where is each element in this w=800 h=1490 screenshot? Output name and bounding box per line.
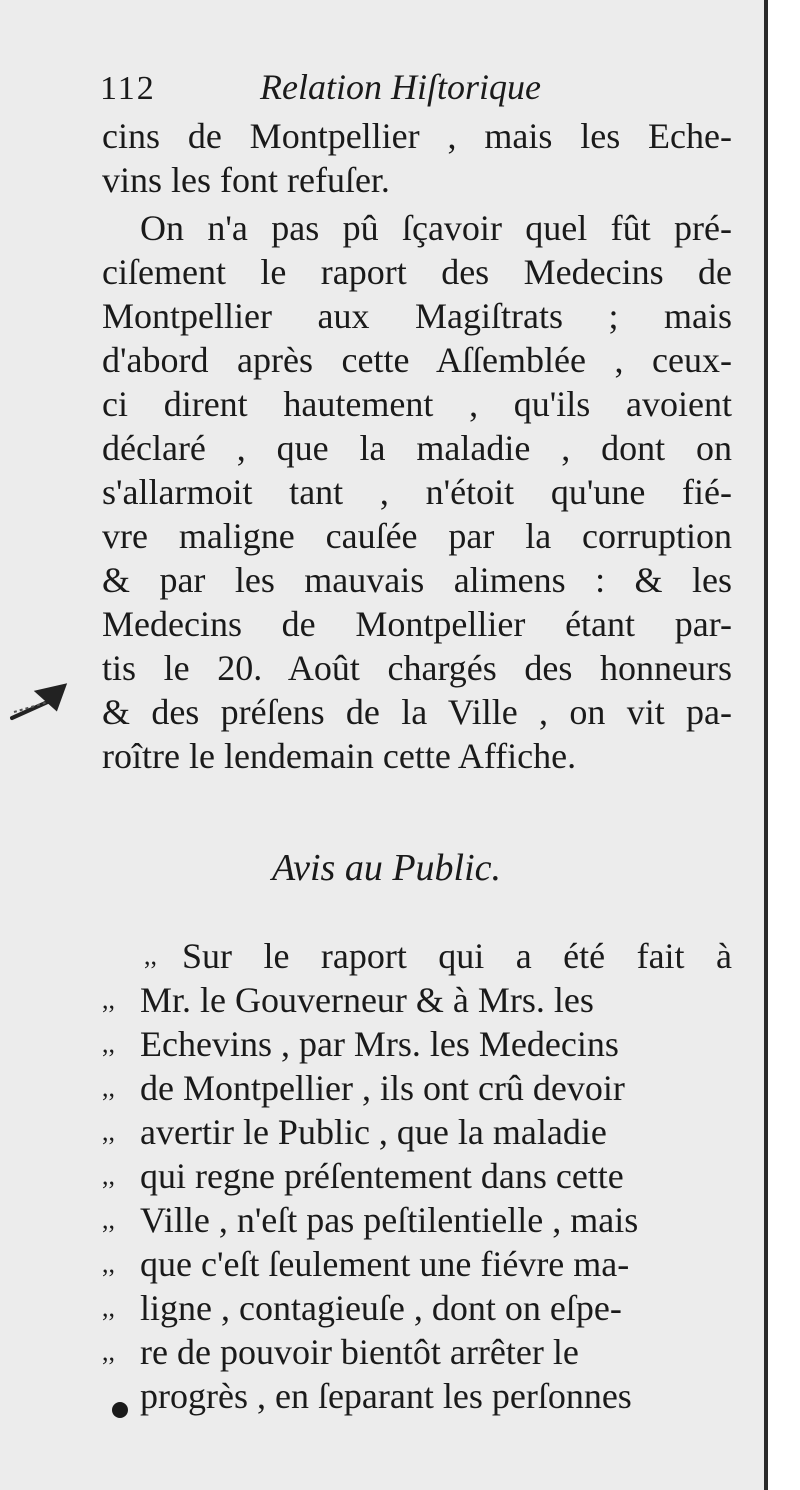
text-line: Montpellier aux Magiſtrats ; mais [102, 296, 732, 336]
quote-line [102, 1110, 732, 1154]
text-line: cins de Montpellier , mais les Eche- [102, 116, 732, 156]
text-line: ciſement le raport des Medecins de [102, 252, 732, 292]
bullet-mark-icon [112, 1402, 128, 1418]
quote-text: ligne , contagieuſe , dont on eſpe- [140, 1288, 622, 1328]
quote-mark: ,, [102, 1249, 115, 1278]
quote-mark: ,, [102, 1205, 115, 1234]
quote-mark: ,, [102, 1073, 115, 1102]
quote-text: Sur le raport qui a été fait à [182, 936, 732, 976]
section-title: Avis au Public. [272, 847, 502, 889]
quote-text: de Montpellier , ils ont crû devoir [140, 1068, 625, 1108]
quote-mark: ,, [144, 941, 157, 970]
quote-line [102, 1198, 732, 1242]
quote-line: progrès , en ſeparant les perſonnes [140, 1376, 632, 1416]
text-line: vins les font refuſer. [102, 160, 390, 200]
quote-line [102, 1022, 732, 1066]
text-line: déclaré , que la maladie , dont on [102, 428, 732, 468]
running-title: Relation Hiſtorique [260, 67, 541, 107]
quote-text: qui regne préſentement dans cette [140, 1156, 624, 1196]
page-number: 112 [100, 70, 156, 107]
quote-line [102, 978, 732, 1022]
quote-mark: ,, [102, 1161, 115, 1190]
quote-line [102, 1242, 732, 1286]
text-line: roître le lendemain cette Affiche. [102, 736, 577, 776]
quote-mark: ,, [102, 985, 115, 1014]
quote-line [102, 1154, 732, 1198]
text-line: vre maligne cauſée par la corruption [102, 516, 732, 556]
quote-text: re de pouvoir bientôt arrêter le [140, 1332, 579, 1372]
text-line: tis le 20. Août chargés des honneurs [102, 648, 732, 688]
quote-text: Echevins , par Mrs. les Medecins [140, 1024, 619, 1064]
margin-arrow-icon [8, 678, 88, 722]
quote-text: Mr. le Gouverneur & à Mrs. les [140, 980, 594, 1020]
quote-text: Ville , n'eſt pas peſtilentielle , mais [140, 1200, 639, 1240]
text-line: On n'a pas pû ſçavoir quel fût pré- [140, 208, 732, 248]
page-header [100, 66, 740, 114]
quote-text: que c'eſt ſeulement une fiévre ma- [140, 1244, 630, 1284]
text-line: & des préſens de la Ville , on vit pa- [102, 692, 732, 732]
text-line: s'allarmoit tant , n'étoit qu'une fié- [102, 472, 732, 512]
quote-text: avertir le Public , que la maladie [140, 1112, 607, 1152]
quote-line [144, 934, 732, 978]
text-line: & par les mauvais alimens : & les [102, 560, 732, 600]
quote-mark: ,, [102, 1293, 115, 1322]
text-line: d'abord après cette Aſſemblée , ceux- [102, 340, 732, 380]
quote-line [102, 1286, 732, 1330]
quote-line [102, 1066, 732, 1110]
quote-mark: ,, [102, 1337, 115, 1366]
quote-mark: ,, [102, 1117, 115, 1146]
text-line: Medecins de Montpellier étant par- [102, 604, 732, 644]
text-line: ci dirent hautement , qu'ils avoient [102, 384, 732, 424]
quote-mark: ,, [102, 1029, 115, 1058]
quote-line [102, 1330, 732, 1374]
